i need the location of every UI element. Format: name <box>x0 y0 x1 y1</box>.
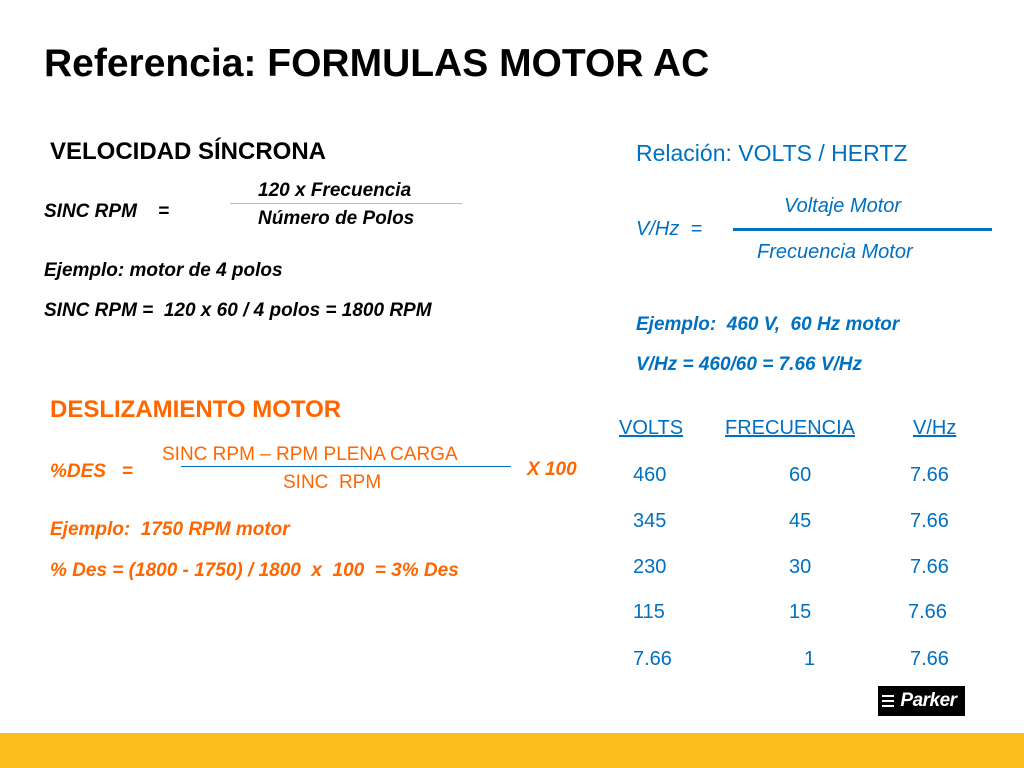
volts-hertz-denominator: Frecuencia Motor <box>757 241 913 263</box>
sincrona-numerator: 120 x Frecuencia <box>258 180 412 201</box>
deslizamiento-heading: DESLIZAMIENTO MOTOR <box>50 396 342 423</box>
deslizamiento-example-label: Ejemplo: 1750 RPM motor <box>50 519 290 540</box>
table-cell-frecuencia: 60 <box>789 464 812 486</box>
volts-hertz-fraction-bar <box>733 228 992 231</box>
table-cell-vhz: 7.66 <box>910 556 949 578</box>
table-cell-volts: 230 <box>633 556 667 578</box>
table-cell-volts: 115 <box>633 601 665 623</box>
table-cell-vhz: 7.66 <box>910 648 949 670</box>
table-cell-vhz: 7.66 <box>910 510 949 532</box>
deslizamiento-fraction-bar <box>181 466 511 467</box>
sincrona-fraction-bar <box>230 203 462 204</box>
volts-hertz-example-calc: V/Hz = 460/60 = 7.66 V/Hz <box>636 354 863 375</box>
table-cell-frecuencia: 1 <box>804 648 816 670</box>
table-cell-vhz: 7.66 <box>910 464 949 486</box>
deslizamiento-multiplier: X 100 <box>527 459 577 480</box>
volts-hertz-heading: Relación: VOLTS / HERTZ <box>636 140 908 166</box>
table-cell-volts: 345 <box>633 510 667 532</box>
volts-hertz-lhs: V/Hz = <box>636 218 703 240</box>
table-cell-volts: 7.66 <box>633 648 672 670</box>
page-title: Referencia: FORMULAS MOTOR AC <box>44 42 710 85</box>
table-cell-frecuencia: 45 <box>789 510 812 532</box>
logo-text: Parker <box>900 690 957 711</box>
table-cell-frecuencia: 30 <box>789 556 812 578</box>
table-header-volts: VOLTS <box>619 417 684 439</box>
table-cell-vhz: 7.66 <box>908 601 947 623</box>
volts-hertz-example-label: Ejemplo: 460 V, 60 Hz motor <box>636 314 900 335</box>
table-header-frecuencia: FRECUENCIA <box>725 417 856 439</box>
deslizamiento-example-calc: % Des = (1800 - 1750) / 1800 x 100 = 3% Des <box>50 560 459 581</box>
logo-stripe <box>882 695 894 697</box>
sincrona-example-label: Ejemplo: motor de 4 polos <box>44 260 283 281</box>
table-cell-frecuencia: 15 <box>789 601 812 623</box>
deslizamiento-numerator: SINC RPM – RPM PLENA CARGA <box>162 444 458 465</box>
logo-stripe <box>882 705 894 707</box>
table-header-vhz: V/Hz <box>913 417 957 439</box>
sincrona-lhs: SINC RPM = <box>44 201 170 222</box>
sincrona-heading: VELOCIDAD SÍNCRONA <box>50 138 327 165</box>
deslizamiento-lhs: %DES = <box>50 461 133 482</box>
sincrona-example-calc: SINC RPM = 120 x 60 / 4 polos = 1800 RPM <box>44 300 432 321</box>
deslizamiento-denominator: SINC RPM <box>283 472 382 493</box>
parker-logo <box>878 686 965 716</box>
sincrona-denominator: Número de Polos <box>258 208 415 229</box>
table-cell-volts: 460 <box>633 464 667 486</box>
volts-hertz-numerator: Voltaje Motor <box>784 195 902 217</box>
footer-bar <box>0 733 1024 768</box>
logo-stripe <box>882 700 894 702</box>
